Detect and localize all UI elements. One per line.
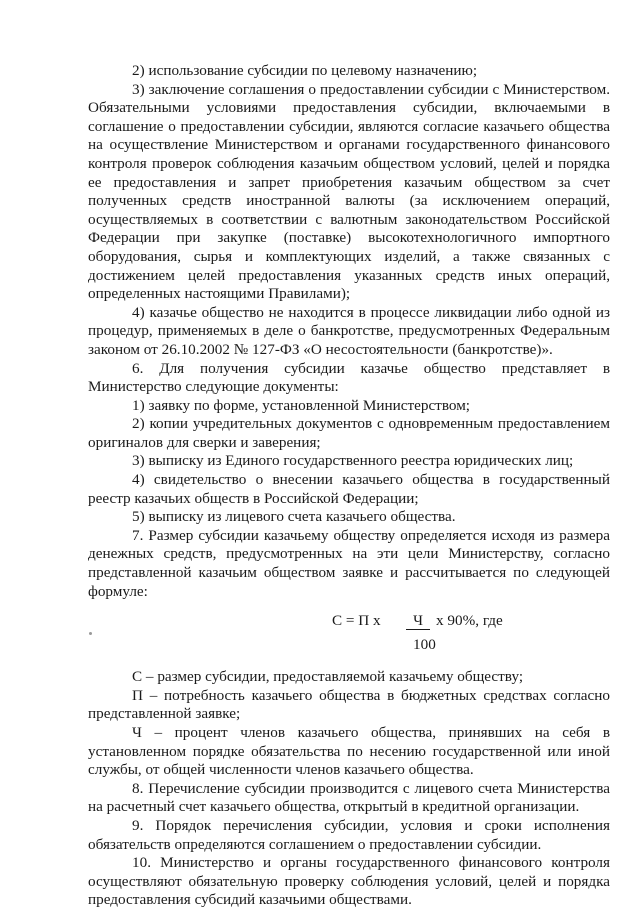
- formula-left: С = П х: [332, 612, 381, 630]
- paragraph-clause-6: 6. Для получения субсидии казачье общество представляет в Министерство следующие документы:: [88, 359, 610, 396]
- paragraph-clause-10: 10. Министерство и органы государственного финансового контроля осуществляют обязательную проверку соблюдения условий, целей и порядка предоставления субсидий казачьими обществами.: [88, 854, 610, 909]
- paragraph-doc-2-copies: 2) копии учредительных документов с одновременным предоставлением оригиналов для сверки и заверения;: [88, 415, 610, 451]
- paragraph-def-c: С – размер субсидии, предоставляемой казачьему обществу;: [132, 668, 524, 686]
- paragraph-doc-5-account: 5) выписку из лицевого счета казачьего общества.: [132, 508, 456, 526]
- paragraph-def-p: П – потребность казачьего общества в бюджетных средствах согласно представленной заявке;: [88, 686, 610, 723]
- subsidy-formula: [88, 602, 610, 654]
- paragraph-doc-3-extract: 3) выписку из Единого государственного реестра юридических лиц;: [132, 452, 574, 470]
- paragraph-clause-9: 9. Порядок перечисления субсидии, условия и сроки исполнения обязательств определяются соглашением о предоставлении субсидии.: [88, 816, 610, 853]
- scan-speck: [89, 632, 92, 635]
- paragraph-clause-7: 7. Размер субсидии казачьему обществу определяется исходя из размера денежных средств, предусмотренных на эти цели Министерству, согласно представленной казачьим обществом заявке и рассчитывается по следующей формуле:: [88, 526, 610, 600]
- paragraph-clause-8: 8. Перечисление субсидии производится с лицевого счета Министерства на расчетный счет казачьего общества, открытый в кредитной организации.: [88, 779, 610, 816]
- formula-denominator: 100: [413, 636, 436, 654]
- paragraph-item-4-liquidation: 4) казачье общество не находится в процессе ликвидации либо одной из процедур, применяемых в деле о банкротстве, предусмотренных Федеральным законом от 26.10.2002 № 127-ФЗ «О несостоятельности (банкротстве)».: [88, 303, 610, 358]
- paragraph-def-ch: Ч – процент членов казачьего общества, принявших на себя в установленном порядке обязательства по несению государственной или иной службы, от общей численности членов казачьего общества.: [88, 724, 610, 779]
- formula-right: х 90%, где: [436, 612, 503, 630]
- formula-numerator: Ч: [406, 612, 430, 630]
- formula-fraction: [406, 612, 430, 630]
- document-page: [88, 62, 610, 910]
- paragraph-item-2-use: 2) использование субсидии по целевому назначению;: [132, 62, 478, 79]
- paragraph-item-3-agreement: 3) заключение соглашения о предоставлении субсидии с Министерством. Обязательными условиями предоставления субсидии, включаемыми в соглашение о предоставлении субсидии, являются согласие казачьего общества на осуществление Министерством и органами государственного финансового контроля проверок соблюдения казачьим обществом условий, целей и порядка ее предоставления и запрет приобретения казачьим обществом за счет полученных средств иностранной валюты (за исключением операций, осуществляемых в соответствии с валютным законодательством Российской Федерации при закупке (поставке) высокотехнологичного импортного оборудования, сырья и комплектующих изделий, а также связанных с достижением целей предоставления указанных средств иных операций, определенных настоящими Правилами);: [88, 80, 610, 303]
- paragraph-doc-4-certificate: 4) свидетельство о внесении казачьего общества в государственный реестр казачьих обществ в Российской Федерации;: [88, 471, 610, 507]
- paragraph-doc-1-application: 1) заявку по форме, установленной Министерством;: [132, 396, 471, 414]
